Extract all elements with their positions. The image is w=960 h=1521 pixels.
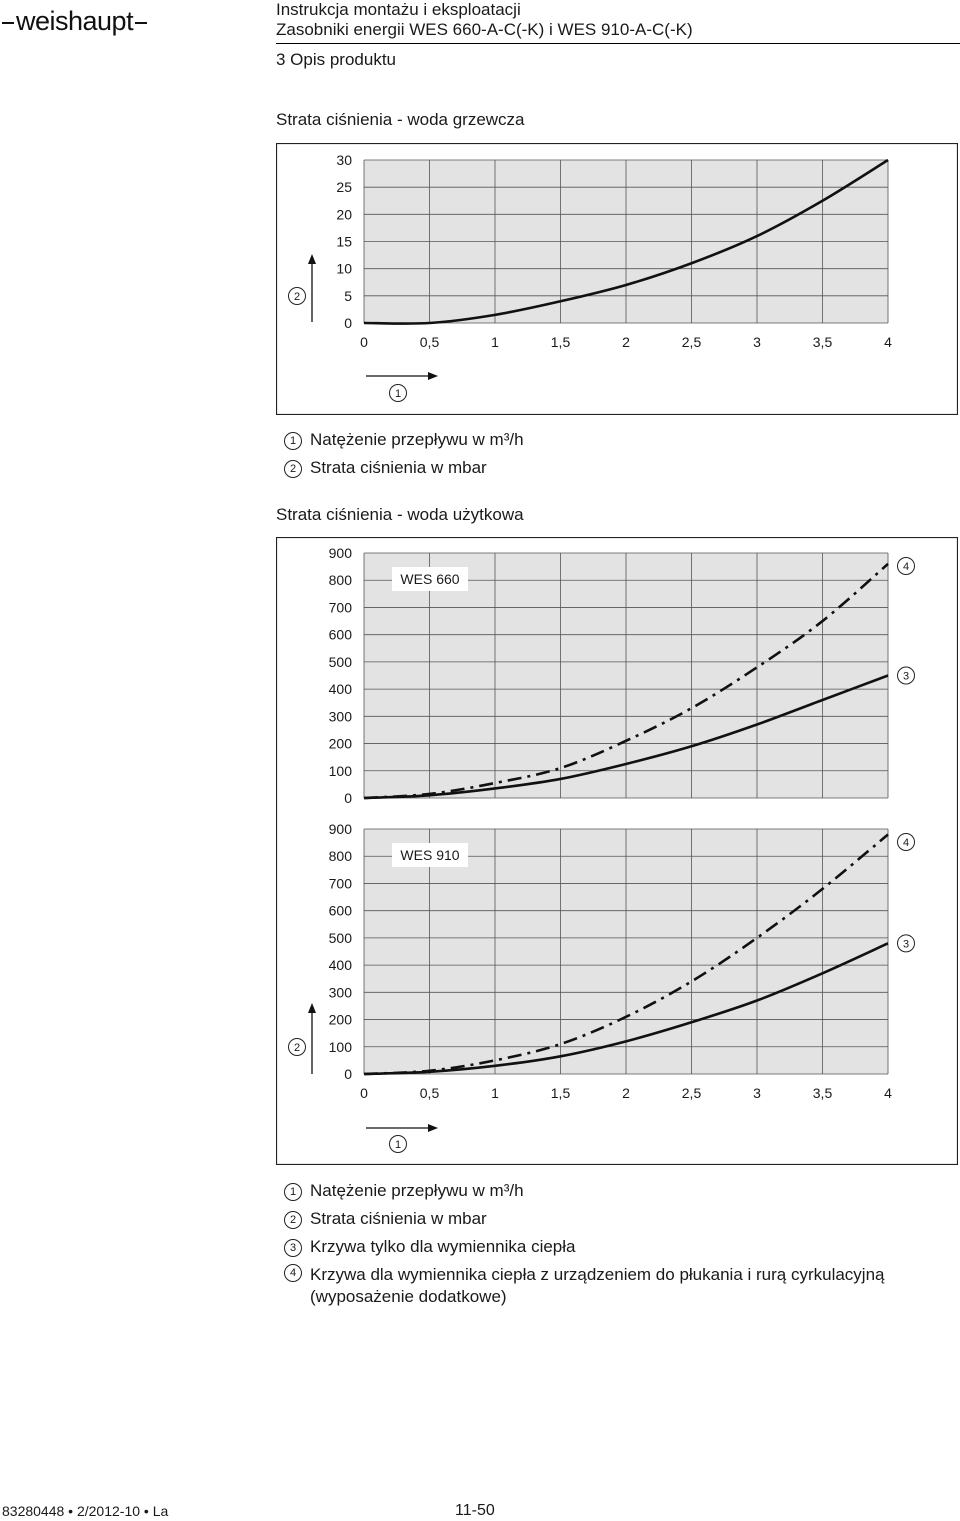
- legend-number: 4: [284, 1264, 302, 1282]
- chart2-content: [289, 545, 915, 1153]
- series-label-marker-label: 4: [902, 837, 910, 849]
- legend-number: 1: [284, 1183, 302, 1201]
- x-tick-label: 1: [491, 334, 499, 350]
- chart2-title: Strata ciśnienia - woda użytkowa: [276, 505, 524, 524]
- y-tick-label: 900: [328, 545, 352, 561]
- doc-subtitle: Zasobniki energii WES 660-A-C(-K) i WES 910-A-C(-K): [276, 20, 693, 39]
- x-tick-label: 4: [884, 1085, 892, 1101]
- y-tick-label: 15: [336, 233, 352, 250]
- x-axis-marker-label: 1: [394, 1139, 402, 1151]
- y-tick-label: 0: [344, 1066, 352, 1082]
- y-tick-label: 200: [328, 1011, 352, 1028]
- chart-domestic-water: [276, 537, 958, 1165]
- y-tick-label: 10: [336, 260, 352, 277]
- legend-number: 2: [284, 1211, 302, 1229]
- legend-1: [284, 429, 524, 479]
- legend-text: Natężenie przepływu w m³/h: [310, 1181, 524, 1200]
- x-tick-label: 2: [622, 1085, 630, 1101]
- x-tick-label: 3: [753, 334, 761, 350]
- y-tick-label: 300: [328, 984, 352, 1001]
- legend-item: [284, 457, 524, 479]
- y-tick-label: 400: [328, 681, 352, 698]
- legend-number: 1: [284, 432, 302, 450]
- legend-number: 3: [284, 1239, 302, 1257]
- x-tick-label: 1,5: [550, 1085, 571, 1101]
- legend-text: Natężenie przepływu w m³/h: [310, 430, 524, 449]
- series-label-marker-label: 4: [902, 561, 910, 573]
- x-tick-label: 2,5: [681, 1085, 702, 1101]
- footer-doc-number: 83280448 • 2/2012-10 • La: [2, 1503, 169, 1519]
- x-tick-label: 1,5: [550, 334, 571, 350]
- x-axis-marker-label: 1: [394, 388, 402, 400]
- series-label-marker-label: 3: [902, 670, 910, 683]
- series-label-marker-label: 3: [902, 938, 910, 951]
- y-tick-label: 500: [328, 653, 352, 670]
- y-tick-label: 20: [336, 206, 352, 223]
- x-tick-label: 2,5: [681, 334, 702, 350]
- x-tick-label: 3,5: [812, 1085, 833, 1101]
- legend-text: Krzywa dla wymiennika ciepła z urządzeniem do płukania i rurą cyrkulacyjną (wyposażenie dodatkowe): [310, 1265, 885, 1306]
- x-tick-label: 0,5: [419, 334, 440, 350]
- y-tick-label: 800: [328, 572, 352, 589]
- x-tick-label: 1: [491, 1085, 499, 1101]
- legend-text: Strata ciśnienia w mbar: [310, 1209, 487, 1228]
- y-tick-label: 0: [344, 315, 352, 331]
- legend-text: Krzywa tylko dla wymiennika ciepła: [310, 1237, 576, 1256]
- x-tick-label: 3: [753, 1085, 761, 1101]
- y-tick-label: 30: [336, 152, 352, 168]
- legend-item: [284, 1264, 954, 1308]
- y-tick-label: 200: [328, 735, 352, 752]
- weishaupt-logo: weishaupt: [0, 6, 149, 37]
- y-tick-label: 700: [328, 599, 352, 616]
- x-tick-label: 0: [360, 1085, 368, 1101]
- x-tick-label: 3,5: [812, 334, 833, 350]
- chart-subtitle: WES 660: [400, 571, 460, 587]
- legend-item: [284, 429, 524, 451]
- y-tick-label: 900: [328, 821, 352, 837]
- footer-page-number: 11-50: [455, 1502, 495, 1519]
- x-axis-arrow-head: [428, 372, 438, 380]
- y-tick-label: 25: [336, 179, 352, 196]
- chart-heating-water: [276, 143, 958, 415]
- y-tick-label: 300: [328, 708, 352, 725]
- y-axis-marker-label: 2: [293, 291, 301, 303]
- section-title: 3 Opis produktu: [276, 50, 397, 69]
- legend-text: Strata ciśnienia w mbar: [310, 458, 487, 477]
- legend-2: [284, 1180, 954, 1308]
- x-tick-label: 2: [622, 334, 630, 350]
- chart1-title: Strata ciśnienia - woda grzewcza: [276, 110, 525, 129]
- y-tick-label: 600: [328, 902, 352, 919]
- legend-item: [284, 1180, 954, 1202]
- y-tick-label: 800: [328, 848, 352, 865]
- header-rule: [276, 43, 960, 44]
- legend-item: [284, 1236, 954, 1258]
- x-tick-label: 4: [884, 334, 892, 350]
- x-axis-arrow-head: [428, 1124, 438, 1132]
- y-tick-label: 0: [344, 790, 352, 806]
- y-tick-label: 500: [328, 929, 352, 946]
- y-tick-label: 600: [328, 626, 352, 643]
- legend-number: 2: [284, 460, 302, 478]
- x-tick-label: 0: [360, 334, 368, 350]
- chart1-plot: [336, 152, 892, 350]
- y-tick-label: 100: [328, 1038, 352, 1055]
- y-axis-marker-label: 2: [293, 1042, 301, 1054]
- y-tick-label: 400: [328, 957, 352, 974]
- y-tick-label: 5: [344, 287, 352, 304]
- y-axis-arrow-head: [308, 254, 316, 264]
- doc-title: Instrukcja montażu i eksploatacji: [276, 0, 521, 19]
- legend-item: [284, 1208, 954, 1230]
- x-tick-label: 0,5: [419, 1085, 440, 1101]
- chart-subtitle: WES 910: [400, 847, 460, 863]
- y-axis-arrow-head: [308, 1003, 316, 1013]
- y-tick-label: 100: [328, 762, 352, 779]
- y-tick-label: 700: [328, 875, 352, 892]
